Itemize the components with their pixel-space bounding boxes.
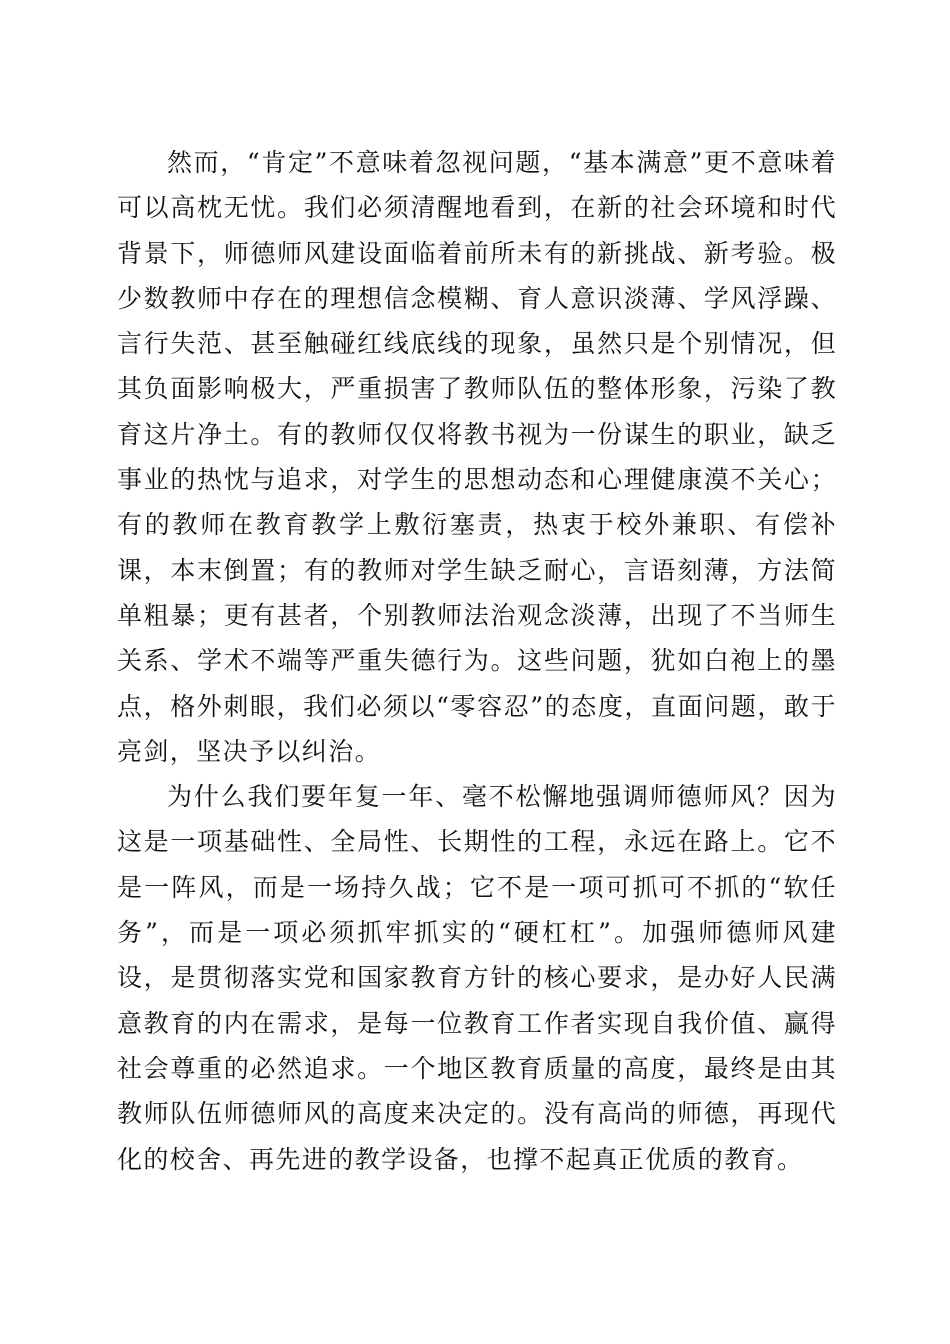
paragraph-2: 为什么我们要年复一年、毫不松懈地强调师德师风？因为这是一项基础性、全局性、长期性的工程，永远在路上。它不是一阵风，而是一场持久战；它不是一项可抓可不抓的“软任务”，而是一项必须抓牢抓实的“硬杠杠”。加强师德师风建设，是贯彻落实党和国家教育方针的核心要求，是办好人民满意教育的内在需求，是每一位教育工作者实现自我价值、赢得社会尊重的必然追求。一个地区教育质量的高度，最终是由其教师队伍师德师风的高度来决定的。没有高尚的师德，再现代化的校舍、再先进的教学设备，也撑不起真正优质的教育。 [117,782,837,1174]
paragraph-1: 然而，“肯定”不意味着忽视问题，“基本满意”更不意味着可以高枕无忧。我们必须清醒地看到，在新的社会环境和时代背景下，师德师风建设面临着前所未有的新挑战、新考验。极少数教师中存在的理想信念模糊、育人意识淡薄、学风浮躁、言行失范、甚至触碰红线底线的现象，虽然只是个别情况，但其负面影响极大，严重损害了教师队伍的整体形象，污染了教育这片净土。有的教师仅仅将教书视为一份谋生的职业，缺乏事业的热忱与追求，对学生的思想动态和心理健康漠不关心；有的教师在教育教学上敷衍塞责，热衷于校外兼职、有偿补课，本末倒置；有的教师对学生缺乏耐心，言语刻薄，方法简单粗暴；更有甚者，个别教师法治观念淡薄，出现了不当师生关系、学术不端等严重失德行为。这些问题，犹如白袍上的墨点，格外刺眼，我们必须以“零容忍”的态度，直面问题，敢于亮剑，坚决予以纠治。 [117,148,837,766]
document-body [117,140,837,1182]
